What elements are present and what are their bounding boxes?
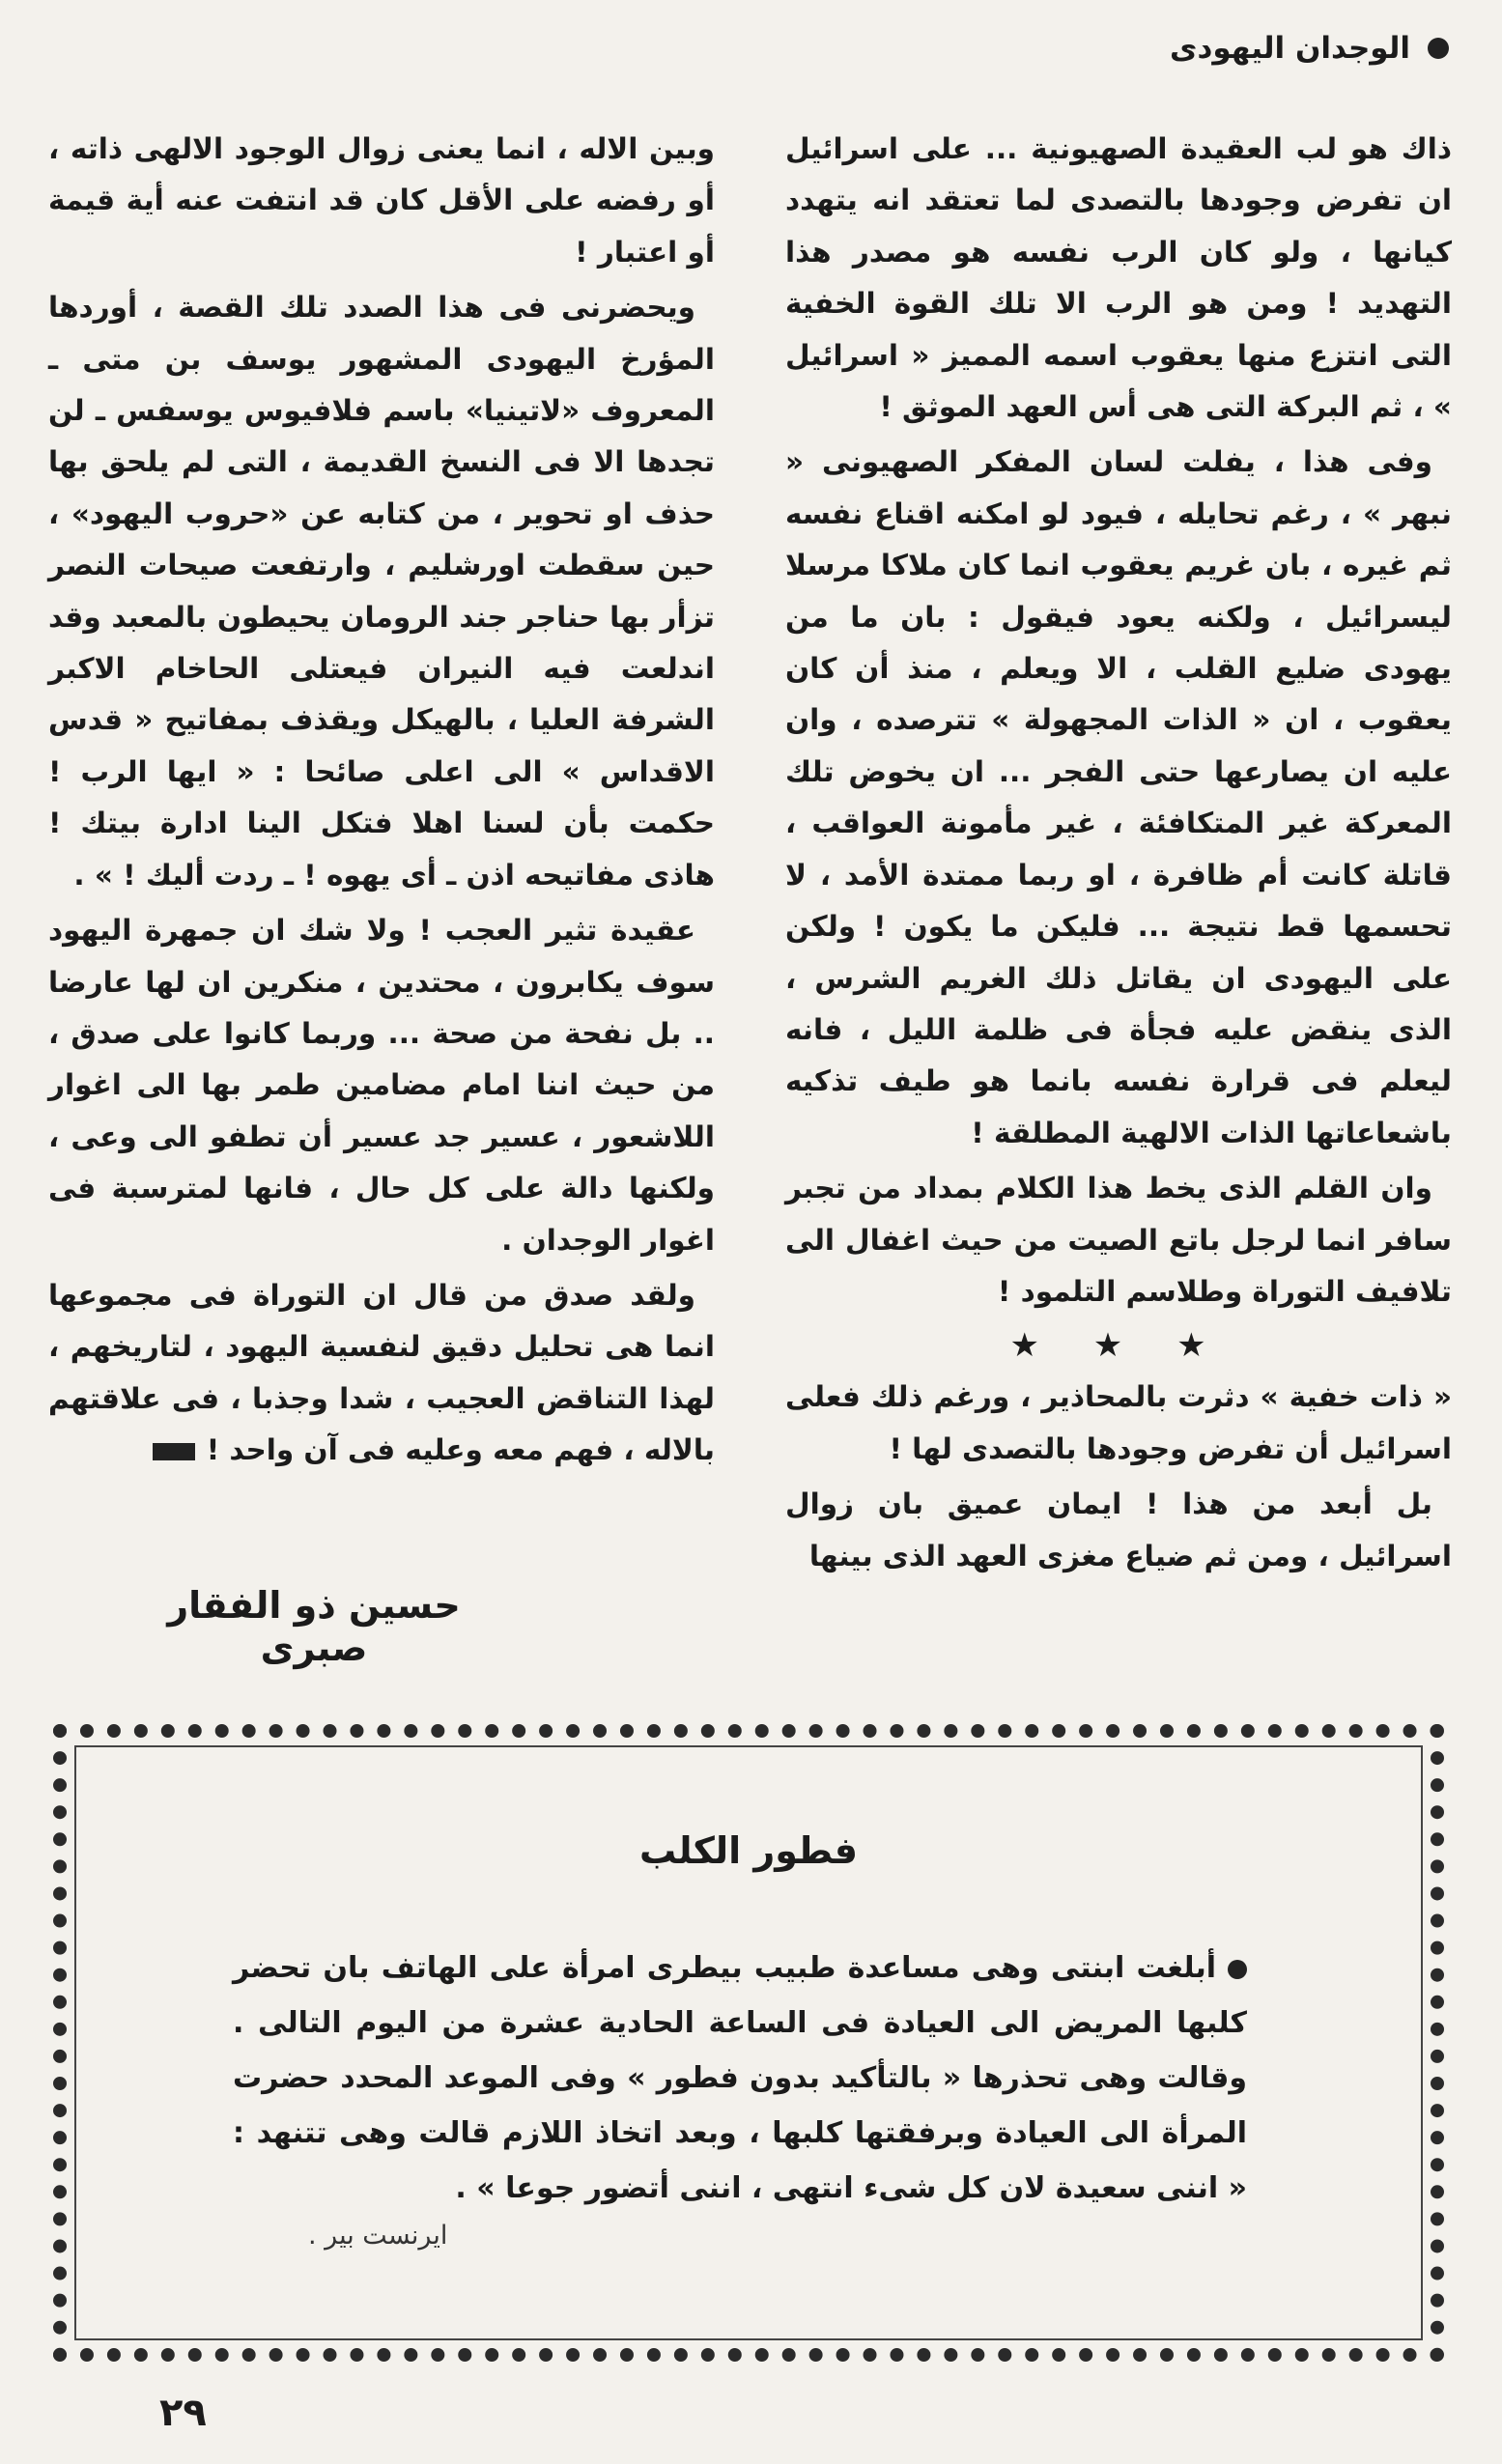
box-text [233, 1940, 1247, 2216]
paragraph-last [48, 1270, 715, 1477]
paragraph: بل أبعد من هذا ! ايمان عميق بان زوال اسرائيل ، ومن ثم ضياع مغزى العهد الذى بينها [785, 1487, 1452, 1572]
paragraph-text: ولقد صدق من قال ان التوراة فى مجموعها انما هى تحليل دقيق لنفسية اليهود ، لتاريخهم ، لهذا التناقض العجيب ، شدا وجذبا ، فى علاقتهم بالاله ، فهم معه وعليه فى آن واحد ! [48, 1278, 715, 1467]
right-column [785, 124, 1452, 1586]
paragraph: ذاك هو لب العقيدة الصهيونية ... على اسرائيل ان تفرض وجودها بالتصدى لما تعتقد انه يتهدد كيانها ، ولو كان الرب نفسه هو مصدر هذا التهديد ! ومن هو الرب الا تلك القوة الخفية التى انتزع منها يعقوب اسمه المميز « اسرائيل » ، ثم البركة التى هى أس العهد الموثق ! [785, 132, 1452, 424]
paragraph: وان القلم الذى يخط هذا الكلام بمداد من تجبر سافر انما لرجل باتع الصيت من حيث اغفال الى تلافيف التوراة وطلاسم التلمود ! [785, 1172, 1452, 1308]
page-number: ٢٩ [159, 2391, 207, 2435]
section-separator: ★ ★ ★ [1009, 1326, 1228, 1366]
bullet-icon [1228, 1960, 1247, 1979]
box-title: فطور الكلب [639, 1829, 858, 1872]
left-column [48, 124, 715, 1481]
running-header [1170, 19, 1449, 77]
paragraph: وفى هذا ، يفلت لسان المفكر الصهيونى « نبهر » ، رغم تحايله ، فيود لو امكنه اقناع نفسه ثم غيره ، بان غريم يعقوب انما كان ملاكا مرسلا ليسرائيل ، ولكنه يعود فيقول : بان ما من يهودى ضليع القلب ، الا ويعلم ، منذ أن كان يعقوب ، ان « الذات المجهولة » تترصده ، وان عليه ان يصارعها حتى الفجر ... ان يخوض تلك المعركة غير المتكافئة ، غير مأمونة العواقب ، قاتلة كانت أم ظافرة ، او ربما ممتدة الأمد ، لا تحسمها قط نتيجة ... فليكن ما يكون ! ولكن على اليهودى ان يقاتل ذلك الغريم الشرس ، الذى ينقض عليه فجأة فى ظلمة الليل ، فانه ليعلم فى قرارة نفسه بانما هو طيف تذكيه باشعاعاتها الذات الالهية المطلقة ! [785, 445, 1452, 1149]
paragraph: عقيدة تثير العجب ! ولا شك ان جمهرة اليهود سوف يكابرون ، محتدين ، منكرين ان لها عارضا .. بل نفحة من صحة ... وربما كانوا على صدق ، من حيث اننا امام مضامين طمر بها الى اغوار اللاشعور ، عسير جد عسير أن تطفو الى وعى ، ولكنها دالة على كل حال ، فانها لمترسبة فى اغوار الوجدان . [48, 914, 715, 1257]
paragraph: « ذات خفية » دثرت بالمحاذير ، ورغم ذلك فعلى اسرائيل أن تفرض وجودها بالتصدى لها ! [785, 1380, 1452, 1465]
box-signature: ايرنست بير . [308, 2221, 448, 2251]
paragraph: وبين الاله ، انما يعنى زوال الوجود الالهى ذاته ، أو رفضه على الأقل كان قد انتفت عنه أية قيمة أو اعتبار ! [48, 132, 715, 269]
bullet-icon [1428, 38, 1449, 59]
header-title: الوجدان اليهودى [1170, 31, 1410, 66]
author-signature: حسين ذو الفقار صبرى [167, 1584, 461, 1669]
anecdote-box [53, 1724, 1444, 2362]
box-body: أبلغت ابنتى وهى مساعدة طبيب بيطرى امرأة على الهاتف بان تحضر كلبها المريض الى العيادة فى الساعة الحادية عشرة من اليوم التالى . وقالت وهى تحذرها « بالتأكيد بدون فطور » وفى الموعد المحدد حضرت المرأة الى العيادة وبرفقتها كلبها ، وبعد اتخاذ اللازم قالت وهى تتنهد : « اننى سعيدة لان كل شىء انتهى ، اننى أتضور جوعا » . [233, 1951, 1247, 2205]
end-mark-icon [153, 1443, 195, 1460]
paragraph: ويحضرنى فى هذا الصدد تلك القصة ، أوردها المؤرخ اليهودى المشهور يوسف بن متى ـ المعروف «لاتينيا» باسم فلافيوس يوسفس ـ لن تجدها الا فى النسخ القديمة ، التى لم يلحق بها حذف او تحوير ، من كتابه عن «حروب اليهود» ، حين سقطت اورشليم ، وارتفعت صيحات النصر تزأر بها حناجر جند الرومان يحيطون بالمعبد وقد اندلعت فيه النيران فيعتلى الحاخام الاكبر الشرفة العليا ، بالهيكل ويقذف بمفاتيح « قدس الاقداس » الى اعلى صائحا : « ايها الرب ! حكمت بأن لسنا اهلا فتكل الينا ادارة بيتك ! هاذى مفاتيحه اذن ـ أى يهوه ! ـ ردت أليك ! » . [48, 291, 715, 892]
